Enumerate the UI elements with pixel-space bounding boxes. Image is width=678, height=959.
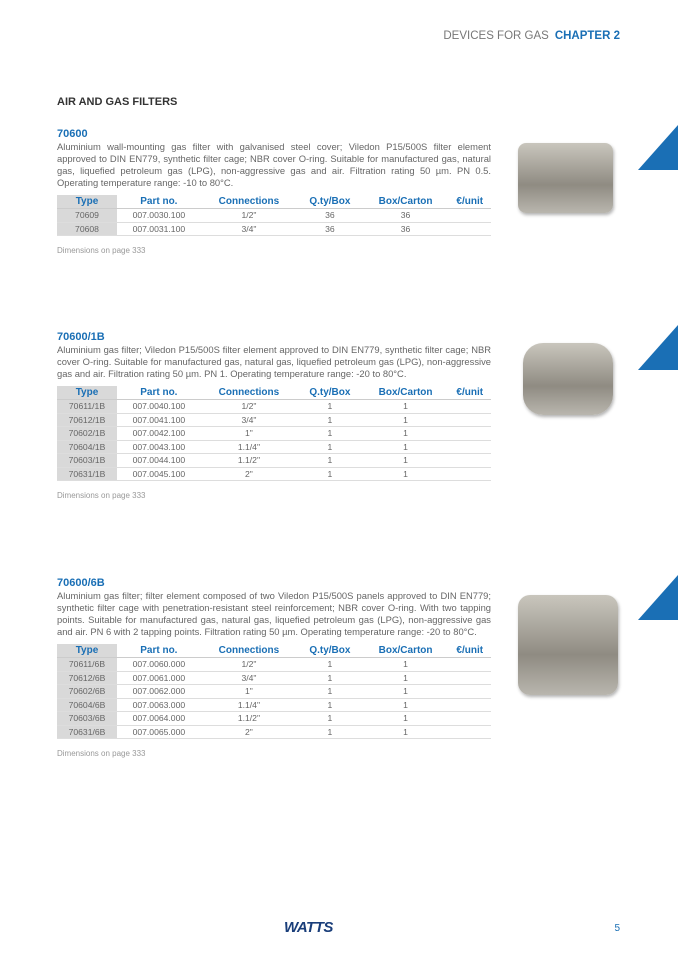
- product-code: 70600/1B: [57, 331, 105, 343]
- table-cell: 1": [201, 685, 297, 699]
- table-row: [57, 658, 491, 672]
- table-cell: 36: [297, 209, 362, 223]
- table-cell: 1: [297, 454, 362, 468]
- table-cell: 2": [201, 467, 297, 481]
- table-cell: 70602/1B: [57, 427, 117, 441]
- column-header: Q.ty/Box: [297, 644, 362, 658]
- table-cell: 007.0040.100: [117, 400, 201, 414]
- product-description: Aluminium gas filter; filter element composed of two Viledon P15/500S panels approved to DIN EN779; synthetic filter cage with penetration-resistant steel reinforcement; NBR cover O-ring. With two tapping points. Suitable for manufactured gas, natural gas, liquefied petroleum gas (LPG), non-aggressive gas and air. PN 6 with 2 tapping points. Filtration rating 50 µm. Operating temperature range: -20 to 80°C.: [57, 590, 491, 637]
- column-header: €/unit: [448, 386, 491, 400]
- table-cell: [448, 467, 491, 481]
- dimensions-note: Dimensions on page 333: [57, 246, 146, 255]
- table-cell: 3/4": [201, 413, 297, 427]
- table-cell: 70604/6B: [57, 698, 117, 712]
- dimensions-note: Dimensions on page 333: [57, 749, 146, 758]
- product-table: [57, 386, 491, 481]
- table-cell: 007.0042.100: [117, 427, 201, 441]
- table-cell: 1: [297, 440, 362, 454]
- table-cell: 1: [363, 671, 449, 685]
- table-cell: 1: [297, 467, 362, 481]
- table-cell: 1: [363, 413, 449, 427]
- table-header: [57, 195, 491, 209]
- table-header: [57, 386, 491, 400]
- table-cell: [448, 413, 491, 427]
- column-header: Box/Carton: [363, 386, 449, 400]
- table-cell: 007.0030.100: [117, 209, 201, 223]
- table-cell: 1: [297, 671, 362, 685]
- table-header: [57, 644, 491, 658]
- table-cell: [448, 454, 491, 468]
- table-cell: 007.0063.000: [117, 698, 201, 712]
- column-header: Q.ty/Box: [297, 386, 362, 400]
- product-description: Aluminium gas filter; Viledon P15/500S filter element approved to DIN EN779, synthetic filter cage; NBR cover O-ring. Suitable for manufactured gas, natural gas, liquefied petroleum gas (LPG), non-aggressive gas and air. Filtration rating 50 µm. PN 1. Operating temperature range: -20 to 80°C.: [57, 344, 491, 379]
- column-header: Type: [57, 644, 117, 658]
- table-cell: 1: [363, 658, 449, 672]
- table-cell: 1: [297, 685, 362, 699]
- table-cell: 70631/1B: [57, 467, 117, 481]
- product-image-70600-1b: [498, 325, 678, 435]
- column-header: Box/Carton: [363, 644, 449, 658]
- table-cell: [448, 658, 491, 672]
- table-cell: 007.0060.000: [117, 658, 201, 672]
- table-cell: 007.0044.100: [117, 454, 201, 468]
- product-block: [57, 577, 491, 758]
- table-cell: 70611/6B: [57, 658, 117, 672]
- column-header: Connections: [201, 195, 297, 209]
- column-header: Q.ty/Box: [297, 195, 362, 209]
- column-header: Part no.: [117, 386, 201, 400]
- table-cell: 1: [297, 658, 362, 672]
- header-section: DEVICES FOR GAS: [443, 30, 549, 42]
- table-row: [57, 440, 491, 454]
- product-block: [57, 128, 491, 255]
- column-header: €/unit: [448, 644, 491, 658]
- table-cell: 1.1/2": [201, 712, 297, 726]
- column-header: Part no.: [117, 644, 201, 658]
- table-cell: 007.0043.100: [117, 440, 201, 454]
- table-cell: 1.1/4": [201, 440, 297, 454]
- section-title: AIR AND GAS FILTERS: [57, 96, 178, 108]
- table-cell: 007.0041.100: [117, 413, 201, 427]
- table-cell: 1: [363, 454, 449, 468]
- table-cell: 1: [363, 685, 449, 699]
- product-block: [57, 331, 491, 500]
- column-header: Connections: [201, 644, 297, 658]
- table-cell: 007.0061.000: [117, 671, 201, 685]
- column-header: Type: [57, 195, 117, 209]
- table-cell: 1/2": [201, 400, 297, 414]
- table-cell: 1.1/4": [201, 698, 297, 712]
- product-code: 70600/6B: [57, 577, 105, 589]
- table-cell: [448, 440, 491, 454]
- table-cell: 1: [297, 427, 362, 441]
- table-row: [57, 467, 491, 481]
- column-header: Type: [57, 386, 117, 400]
- table-cell: 70631/6B: [57, 725, 117, 739]
- table-cell: [448, 725, 491, 739]
- table-row: [57, 222, 491, 236]
- table-cell: 007.0045.100: [117, 467, 201, 481]
- table-cell: 1: [297, 413, 362, 427]
- table-cell: 1: [363, 440, 449, 454]
- table-row: [57, 698, 491, 712]
- table-cell: 1: [363, 725, 449, 739]
- table-cell: 36: [363, 222, 449, 236]
- table-cell: 1.1/2": [201, 454, 297, 468]
- table-cell: 007.0065.000: [117, 725, 201, 739]
- table-cell: 1: [297, 698, 362, 712]
- table-cell: [448, 698, 491, 712]
- product-image-70600: [498, 125, 678, 235]
- product-table: [57, 195, 491, 236]
- table-cell: [448, 427, 491, 441]
- table-cell: 70602/6B: [57, 685, 117, 699]
- table-row: [57, 685, 491, 699]
- product-image-70600-6b: [498, 575, 678, 705]
- table-cell: 007.0062.000: [117, 685, 201, 699]
- table-cell: 1": [201, 427, 297, 441]
- table-cell: 1: [297, 725, 362, 739]
- table-cell: 1: [297, 400, 362, 414]
- table-cell: 70612/6B: [57, 671, 117, 685]
- table-row: [57, 671, 491, 685]
- dimensions-note: Dimensions on page 333: [57, 491, 146, 500]
- column-header: €/unit: [448, 195, 491, 209]
- column-header: Box/Carton: [363, 195, 449, 209]
- table-cell: 1: [363, 698, 449, 712]
- table-cell: [448, 209, 491, 223]
- table-cell: 2": [201, 725, 297, 739]
- table-cell: 36: [363, 209, 449, 223]
- table-cell: 1/2": [201, 209, 297, 223]
- table-row: [57, 400, 491, 414]
- column-header: Part no.: [117, 195, 201, 209]
- table-cell: 70611/1B: [57, 400, 117, 414]
- table-row: [57, 413, 491, 427]
- table-cell: 36: [297, 222, 362, 236]
- table-cell: 1: [297, 712, 362, 726]
- table-cell: 1: [363, 400, 449, 414]
- table-row: [57, 427, 491, 441]
- table-cell: [448, 712, 491, 726]
- table-row: [57, 209, 491, 223]
- table-cell: 70603/1B: [57, 454, 117, 468]
- table-cell: 3/4": [201, 222, 297, 236]
- table-cell: 70603/6B: [57, 712, 117, 726]
- table-row: [57, 454, 491, 468]
- table-cell: 1/2": [201, 658, 297, 672]
- product-code: 70600: [57, 128, 88, 140]
- product-table: [57, 644, 491, 739]
- page-number: 5: [614, 923, 620, 934]
- table-cell: [448, 671, 491, 685]
- table-cell: [448, 222, 491, 236]
- table-cell: 70612/1B: [57, 413, 117, 427]
- table-cell: 70609: [57, 209, 117, 223]
- table-row: [57, 725, 491, 739]
- table-cell: 1: [363, 467, 449, 481]
- table-cell: 70608: [57, 222, 117, 236]
- watts-logo: WATTS: [284, 919, 333, 936]
- table-cell: 007.0064.000: [117, 712, 201, 726]
- header-chapter: CHAPTER 2: [554, 30, 620, 42]
- table-cell: [448, 400, 491, 414]
- running-header: [443, 30, 620, 42]
- product-description: Aluminium wall-mounting gas filter with galvanised steel cover; Viledon P15/500S filter element approved to DIN EN779, synthetic filter cage; NBR cover O-ring. Suitable for manufactured gas, natural gas, liquefied petroleum gas (LPG), non-aggressive gas and air. Filtration rating 50 µm. PN 0.5. Operating temperature range: -10 to 80°C.: [57, 141, 491, 188]
- column-header: Connections: [201, 386, 297, 400]
- table-cell: 1: [363, 427, 449, 441]
- table-cell: 007.0031.100: [117, 222, 201, 236]
- table-cell: 3/4": [201, 671, 297, 685]
- table-row: [57, 712, 491, 726]
- table-cell: [448, 685, 491, 699]
- table-cell: 70604/1B: [57, 440, 117, 454]
- table-cell: 1: [363, 712, 449, 726]
